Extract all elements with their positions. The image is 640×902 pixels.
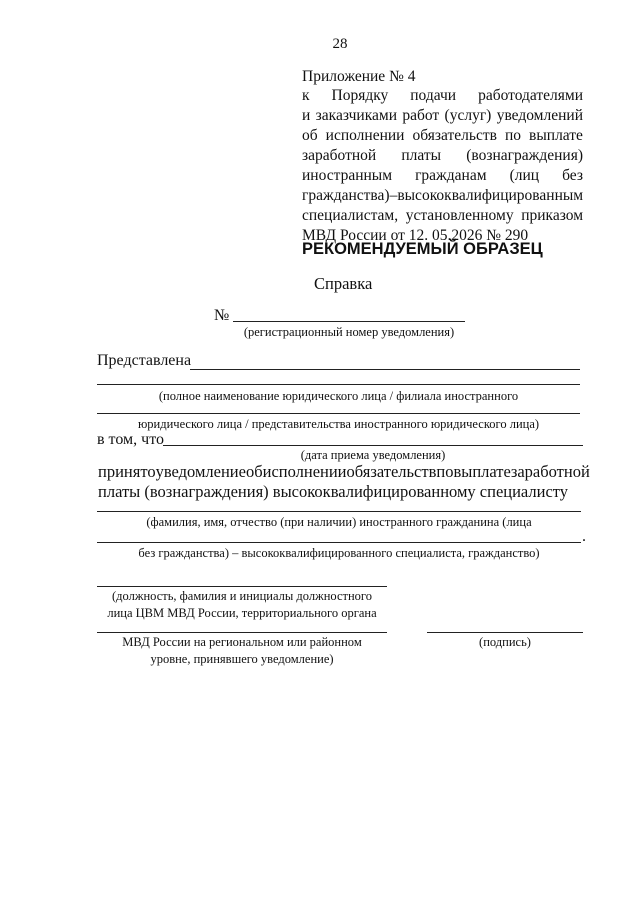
appendix-word: (услуг) [444,107,492,124]
appendix-word: без [562,167,583,184]
appendix-text-line [302,166,583,185]
appendix-word: и [302,107,311,124]
appendix-word: гражданам [415,167,487,184]
official-caption-2: лица ЦВМ МВД России, территориального органа [107,606,377,620]
appendix-word: – [389,187,398,204]
appendix-word: заказчиками [315,107,398,124]
organization-caption-1: (полное наименование юридического лица / филиала иностранного [158,389,519,403]
presented-line-3 [97,413,580,414]
appendix-word: (лиц [509,167,540,184]
notice-word: выплате [453,462,511,481]
appendix-word: выплате [529,127,583,144]
appendix-word: по [504,127,522,144]
organization-caption-2: юридического лица / представительства иностранного юридического лица) [137,417,540,431]
appendix-text-line [302,106,583,125]
appendix-word: иностранным [302,167,393,184]
appendix-word: об [302,127,318,144]
appendix-word: уведомлений [496,107,583,124]
notice-word: об [245,462,263,481]
presented-label: Представлена [97,352,192,369]
appendix-text-line [302,206,583,225]
date-line [163,445,583,446]
specialist-caption-2: без гражданства) – высококвалифицированного специалиста, гражданство) [138,546,540,560]
notice-word: исполнении [262,462,347,481]
official-caption-3: МВД России на региональном или районном [122,635,362,649]
appendix-word: обязательств [412,127,497,144]
appendix-word: исполнении [325,127,405,144]
appendix-word: работодателями [478,87,583,104]
appendix-text-line [302,126,583,145]
notice-word: заработной [510,462,590,481]
registration-number-line [233,321,465,322]
specialist-line-1 [97,511,581,512]
appendix-word: специалистам, [302,207,399,224]
date-label: в том, что [97,431,164,448]
official-line-1 [97,586,387,587]
notice-word: обязательств [346,462,437,481]
appendix-text-line [302,186,583,205]
official-caption-4: уровне, принявшего уведомление) [150,652,334,666]
appendix-word: гражданства) [302,187,390,204]
date-caption: (дата приема уведомления) [300,448,446,462]
specialist-line-2 [97,542,581,543]
notice-text-line-2: платы (вознаграждения) высококвалифицированному специалисту [98,482,569,501]
line-end-dot: . [582,528,586,545]
notice-word: уведомление [155,462,246,481]
appendix-word: установленному [405,207,514,224]
notice-word: принято [98,462,156,481]
appendix-word: высококвалифицированным [397,187,584,204]
appendix-word: к [302,87,310,104]
registration-number-caption: (регистрационный номер уведомления) [243,325,455,339]
number-sign: № [214,307,230,324]
presented-line-1 [190,369,580,370]
presented-line-2 [97,384,580,385]
notice-word: по [436,462,454,481]
appendix-order-line: МВД России от 12. 05.2026 № 290 [302,227,529,244]
page-number: 28 [332,36,348,52]
appendix-text-line [302,86,583,105]
appendix-text-line [302,146,583,165]
document-type-title: Справка [314,274,373,293]
appendix-word: Порядку [331,87,389,104]
appendix-word: приказом [521,207,583,224]
signature-caption: (подпись) [479,635,531,649]
appendix-title: Приложение № 4 [302,68,416,85]
appendix-word: работ [402,107,440,124]
appendix-word: заработной [302,147,377,164]
appendix-word: (вознаграждения) [466,147,583,164]
specialist-caption-1: (фамилия, имя, отчество (при наличии) иностранного гражданина (лица [146,515,532,529]
sample-heading: РЕКОМЕНДУЕМЫЙ ОБРАЗЕЦ [302,240,543,258]
notice-text-line-1 [98,462,590,482]
appendix-word: платы [401,147,442,164]
signature-line [427,632,583,633]
official-caption-1: (должность, фамилия и инициалы должностного [111,589,372,603]
appendix-word: подачи [410,87,457,104]
official-line-2 [97,632,387,633]
